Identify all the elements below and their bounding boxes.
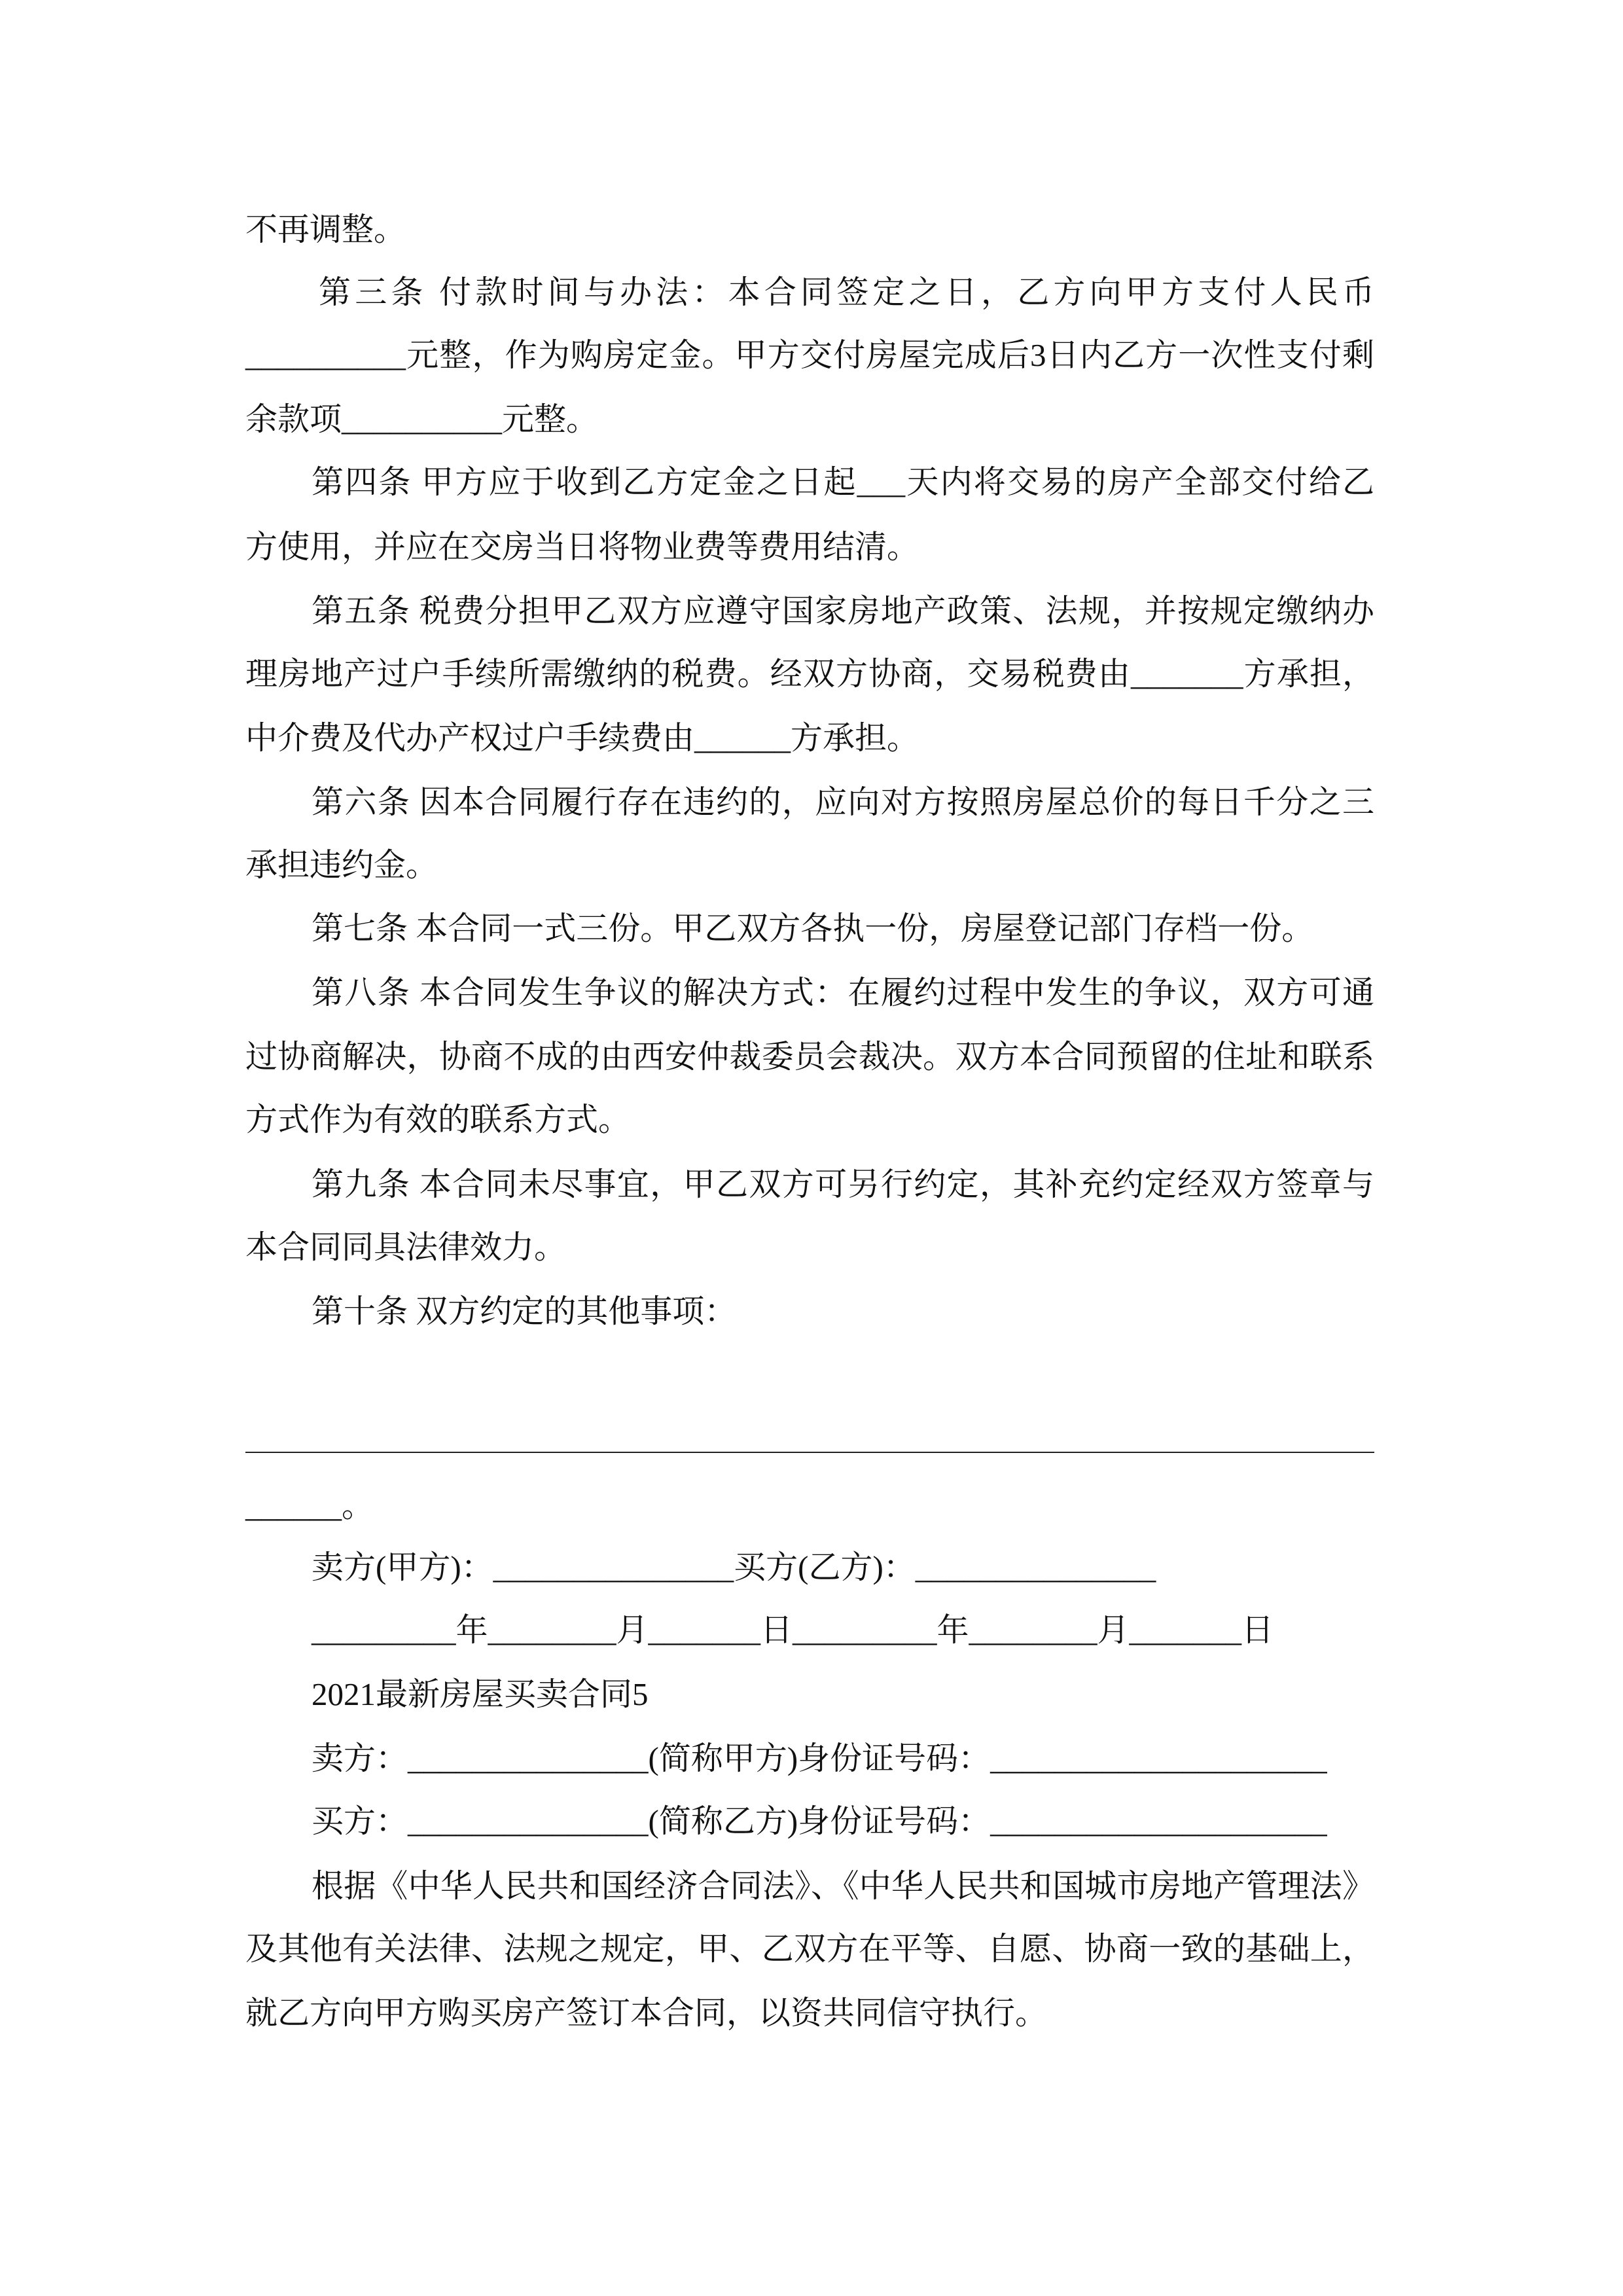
text-line: 就乙方向甲方购买房产签订本合同，以资共同信守执行。 — [245, 1995, 1048, 2031]
clause-8-line: 第八条 本合同发生争议的解决方式：在履约过程中发生的争议，双方可通 — [312, 975, 1374, 1011]
clause-7-line: 第七条 本合同一式三份。甲乙双方各执一份，房屋登记部门存档一份。 — [312, 910, 1314, 946]
text-line: 承担违约金。 — [245, 847, 438, 883]
text-line: 方式作为有效的联系方式。 — [245, 1102, 631, 1138]
text-line: 中介费及代办产权过户手续费由______方承担。 — [245, 720, 919, 756]
clause-9-line: 第九条 本合同未尽事宜，甲乙双方可另行约定，其补充约定经双方签章与 — [312, 1166, 1374, 1202]
text-line: 理房地产过户手续所需缴纳的税费。经双方协商，交易税费由_______方承担， — [245, 656, 1374, 692]
text-line: ______。 — [245, 1488, 374, 1524]
clause-10-line: 第十条 双方约定的其他事项： — [312, 1293, 737, 1329]
date-line: _________年________月_______日_________年________月_______日 — [312, 1612, 1274, 1648]
text-line: 本合同同具法律效力。 — [245, 1229, 567, 1265]
clause-6-line: 第六条 因本合同履行存在违约的，应向对方按照房屋总价的每日千分之三 — [312, 784, 1374, 820]
blank-fill-line — [245, 1452, 1374, 1453]
text-line: 余款项__________元整。 — [245, 401, 599, 437]
text-line: __________元整，作为购房定金。甲方交付房屋完成后3日内乙方一次性支付剩 — [245, 337, 1374, 373]
seller-line: 卖方：_______________(简称甲方)身份证号码：_____________________ — [312, 1740, 1327, 1776]
text-line: 不再调整。 — [245, 211, 406, 247]
section-title: 2021最新房屋买卖合同5 — [312, 1676, 649, 1712]
buyer-line: 买方：_______________(简称乙方)身份证号码：_____________________ — [312, 1803, 1327, 1839]
signature-line: 卖方(甲方)：_______________买方(乙方)：_______________ — [312, 1549, 1156, 1585]
text-line: 及其他有关法律、法规之规定，甲、乙双方在平等、自愿、协商一致的基础上， — [245, 1931, 1374, 1967]
text-line: 过协商解决，协商不成的由西安仲裁委员会裁决。双方本合同预留的住址和联系 — [245, 1039, 1374, 1075]
clause-3-line: 第三条 付款时间与办法：本合同签定之日，乙方向甲方支付人民币 — [319, 274, 1374, 310]
clause-5-line: 第五条 税费分担甲乙双方应遵守国家房地产政策、法规，并按规定缴纳办 — [312, 593, 1374, 629]
preamble-line: 根据《中华人民共和国经济合同法》、《中华人民共和国城市房地产管理法》 — [312, 1868, 1374, 1904]
text-line: 方使用，并应在交房当日将物业费等费用结清。 — [245, 529, 919, 565]
clause-4-line: 第四条 甲方应于收到乙方定金之日起___天内将交易的房产全部交付给乙 — [312, 464, 1374, 500]
